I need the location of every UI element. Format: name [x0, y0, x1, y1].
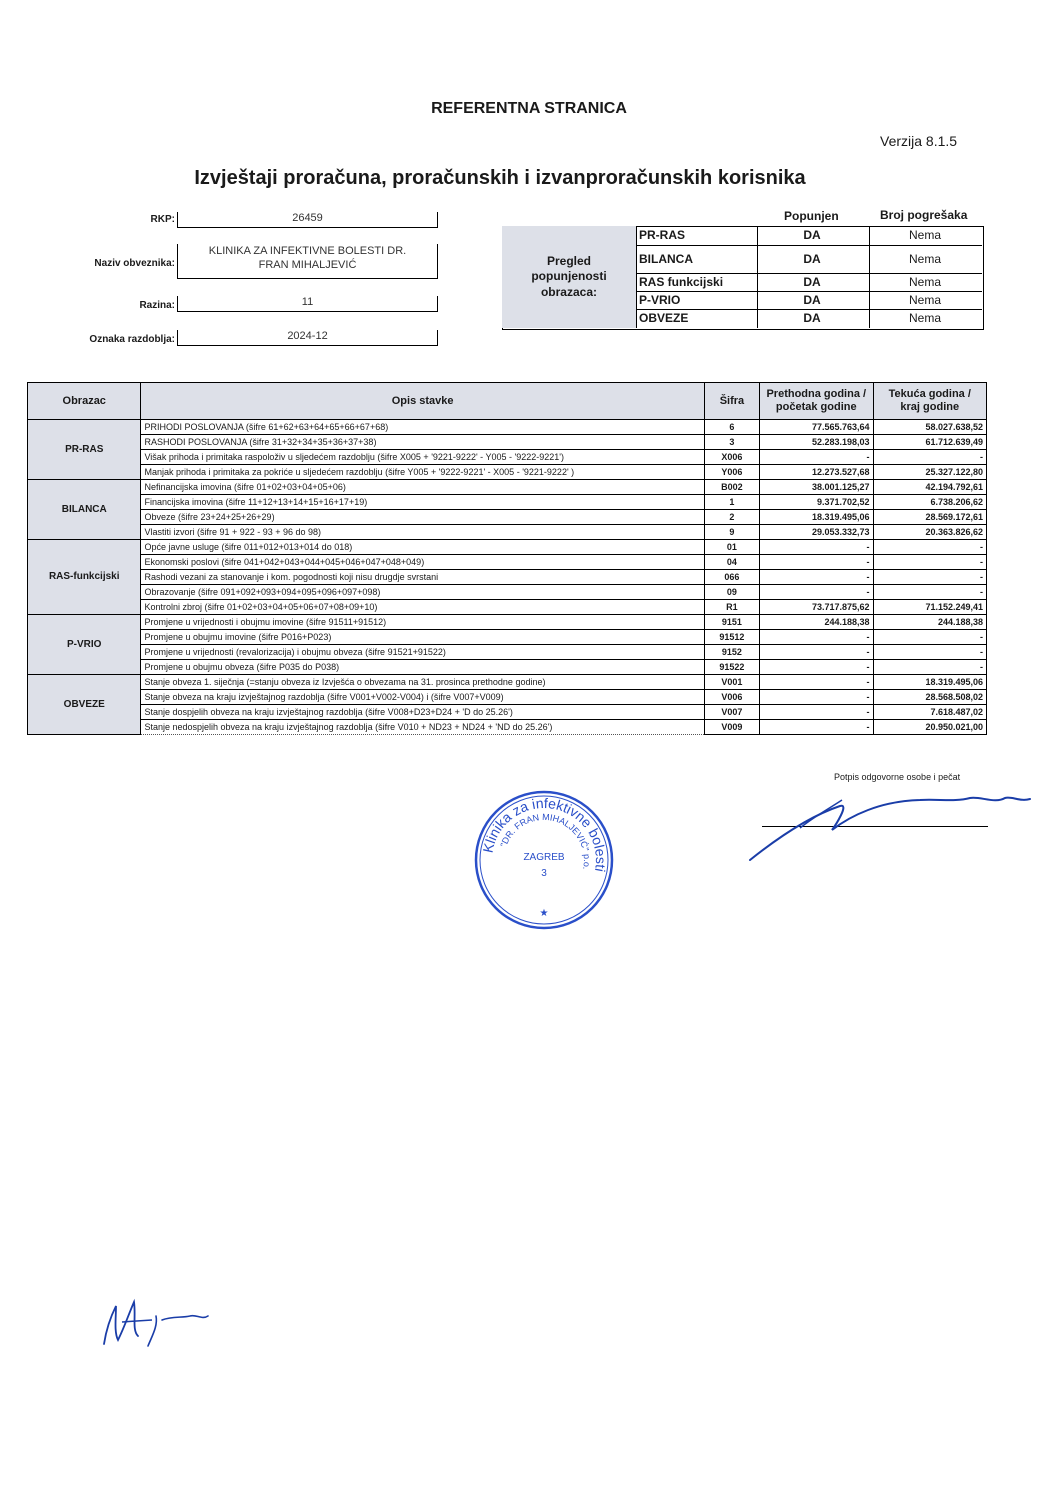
pregled-popunjen-value: DA [803, 228, 821, 242]
row-previous-value: 52.283.198,03 [760, 435, 873, 450]
group-name: OBVEZE [28, 675, 141, 735]
row-current-value: 58.027.638,52 [873, 420, 987, 435]
table-row [28, 555, 987, 570]
col-tekuca-line-2: kraj godine [900, 401, 960, 413]
col-prethodna-line-2: početak godine [775, 401, 857, 413]
table-row [28, 660, 987, 675]
row-current-value: 7.618.487,02 [873, 705, 987, 720]
row-description: Rashodi vezani za stanovanje i kom. pogodnosti koji nisu drugdje svrstani [141, 570, 704, 585]
table-header-row [28, 383, 987, 420]
row-code: V001 [704, 675, 759, 690]
pregled-label-line-1: Pregled [546, 253, 591, 268]
row-description: Promjene u vrijednosti (revalorizacija) i obujmu obveza (šifre 91521+91522) [141, 645, 704, 660]
row-current-value: 6.738.206,62 [873, 495, 987, 510]
broj-pogresaka-header: Broj pogrešaka [880, 208, 968, 222]
row-current-value: 28.568.508,02 [873, 690, 987, 705]
row-previous-value: 77.565.763,64 [760, 420, 873, 435]
table-row [28, 615, 987, 630]
row-code: 1 [704, 495, 759, 510]
row-description: Promjene u vrijednosti i obujmu imovine (šifre 91511+91512) [141, 615, 704, 630]
summary-table [27, 382, 987, 735]
pregled-broj-value: Nema [908, 293, 941, 307]
table-row [28, 690, 987, 705]
pregled-row [637, 274, 982, 292]
row-previous-value: 12.273.527,68 [760, 465, 873, 480]
row-previous-value: 38.001.125,27 [760, 480, 873, 495]
group-name: P-VRIO [28, 615, 141, 675]
row-previous-value: - [760, 585, 873, 600]
row-code: 09 [704, 585, 759, 600]
row-description: Vlastiti izvori (šifre 91 + 922 - 93 + 96 do 98) [141, 525, 704, 540]
table-row [28, 465, 987, 480]
signature-scribble [740, 786, 1040, 866]
row-description: Stanje obveza na kraju izvještajnog razdoblja (šifre V001+V002-V004) i (šifre V007+V009) [141, 690, 704, 705]
stamp-city: ZAGREB [523, 852, 565, 863]
col-sifra: Šifra [704, 383, 759, 420]
group-name: PR-RAS [28, 420, 141, 480]
col-opis: Opis stavke [141, 383, 704, 420]
row-previous-value: 9.371.702,52 [760, 495, 873, 510]
col-prethodna-line-1: Prethodna godina / [766, 388, 867, 400]
table-row [28, 435, 987, 450]
pregled-broj-value: Nema [908, 228, 941, 242]
row-current-value: 42.194.792,61 [873, 480, 987, 495]
row-description: PRIHODI POSLOVANJA (šifre 61+62+63+64+65+66+67+68) [141, 420, 704, 435]
table-row [28, 480, 987, 495]
row-code: 9151 [704, 615, 759, 630]
table-row [28, 540, 987, 555]
table-row [28, 450, 987, 465]
row-previous-value: 73.717.875,62 [760, 600, 873, 615]
row-code: X006 [704, 450, 759, 465]
report-title: Izvještaji proračuna, proračunskih i izvanproračunskih korisnika [194, 167, 806, 189]
row-current-value: - [873, 450, 987, 465]
group-name: BILANCA [28, 480, 141, 540]
row-previous-value: 244.188,38 [760, 615, 873, 630]
row-previous-value: - [760, 720, 873, 735]
col-tekuca-line-1: Tekuća godina / [888, 388, 971, 400]
table-row [28, 705, 987, 720]
col-obrazac: Obrazac [28, 383, 141, 420]
table-row [28, 645, 987, 660]
pregled-popunjen-value: DA [803, 275, 821, 289]
table-row [28, 630, 987, 645]
row-description: Promjene u obujmu imovine (šifre P016+P023) [141, 630, 704, 645]
version-label: Verzija 8.1.5 [880, 133, 958, 149]
pregled-popunjen-value: DA [803, 252, 821, 266]
row-current-value: - [873, 540, 987, 555]
stamp-text-outer: Klinika za infektivne bolesti [479, 794, 610, 874]
pregled-form-name: OBVEZE [639, 311, 689, 325]
naziv-line-1: KLINIKA ZA INFEKTIVNE BOLESTI DR. [208, 245, 407, 257]
row-description: Stanje obveza 1. siječnja (=stanju obveza iz Izvješća o obvezama na 31. prosinca prethodne godine) [141, 675, 704, 690]
popunjen-header: Popunjen [784, 209, 839, 223]
razina-field: 11 [177, 296, 438, 312]
row-previous-value: - [760, 570, 873, 585]
row-code: 04 [704, 555, 759, 570]
row-previous-value: - [760, 555, 873, 570]
row-previous-value: - [760, 705, 873, 720]
pregled-row [637, 310, 982, 327]
row-previous-value: - [760, 660, 873, 675]
table-row [28, 720, 987, 735]
row-previous-value: - [760, 450, 873, 465]
row-current-value: 18.319.495,06 [873, 675, 987, 690]
row-current-value: - [873, 660, 987, 675]
row-current-value: 28.569.172,61 [873, 510, 987, 525]
naziv-field [177, 244, 438, 279]
row-current-value: - [873, 585, 987, 600]
pregled-popunjen-value: DA [803, 293, 821, 307]
row-current-value: - [873, 630, 987, 645]
row-description: Obrazovanje (šifre 091+092+093+094+095+096+097+098) [141, 585, 704, 600]
row-description: Financijska imovina (šifre 11+12+13+14+15+16+17+19) [141, 495, 704, 510]
row-current-value: 20.363.826,62 [873, 525, 987, 540]
naziv-line-2: FRAN MIHALJEVIĆ [258, 259, 357, 271]
row-code: Y006 [704, 465, 759, 480]
table-row [28, 675, 987, 690]
row-description: Stanje nedospjelih obveza na kraju izvještajnog razdoblja (šifre V010 + ND23 + ND24 + 'ND do 25.26') [141, 720, 704, 735]
row-code: B002 [704, 480, 759, 495]
row-description: RASHODI POSLOVANJA (šifre 31+32+34+35+36+37+38) [141, 435, 704, 450]
row-previous-value: - [760, 690, 873, 705]
stamp-number: 3 [541, 868, 547, 879]
naziv-label: Naziv obveznika: [94, 258, 175, 269]
pregled-label [502, 226, 637, 328]
pregled-broj-value: Nema [908, 275, 941, 289]
row-description: Stanje dospjelih obveza na kraju izvještajnog razdoblja (šifre V008+D23+D24 + 'D do 25.26') [141, 705, 704, 720]
row-code: 91522 [704, 660, 759, 675]
row-previous-value: - [760, 675, 873, 690]
group-name: RAS-funkcijski [28, 540, 141, 615]
table-row [28, 510, 987, 525]
row-previous-value: - [760, 630, 873, 645]
table-row [28, 525, 987, 540]
rkp-field: 26459 [177, 212, 438, 228]
table-row [28, 495, 987, 510]
row-code: 6 [704, 420, 759, 435]
table-body [28, 420, 987, 735]
row-previous-value: - [760, 645, 873, 660]
pregled-label-line-2: popunjenosti [531, 269, 607, 284]
pregled-form-name: RAS funkcijski [639, 275, 724, 289]
table-row [28, 570, 987, 585]
stamp-text-inner: "DR. FRAN MIHALJEVIĆ" p.o. [498, 811, 593, 871]
pregled-row [637, 226, 982, 246]
reference-page-title: REFERENTNA STRANICA [431, 100, 627, 117]
row-code: 9 [704, 525, 759, 540]
pregled-form-name: PR-RAS [639, 228, 686, 242]
pregled-row [637, 292, 982, 310]
pregled-label-line-3: obrazaca: [540, 284, 597, 299]
row-code: 3 [704, 435, 759, 450]
row-code: V007 [704, 705, 759, 720]
row-current-value: 20.950.021,00 [873, 720, 987, 735]
row-description: Nefinancijska imovina (šifre 01+02+03+04+05+06) [141, 480, 704, 495]
row-code: 2 [704, 510, 759, 525]
row-current-value: 71.152.249,41 [873, 600, 987, 615]
row-code: 91512 [704, 630, 759, 645]
row-description: Višak prihoda i primitaka raspoloživ u sljedećem razdoblju (šifre X005 + '9221-9222' - Y005 - '9222-9221') [141, 450, 704, 465]
row-current-value: - [873, 555, 987, 570]
table-row [28, 420, 987, 435]
rkp-label: RKP: [150, 214, 175, 225]
handwritten-initials [92, 1296, 222, 1356]
pregled-row [637, 246, 982, 274]
pregled-popunjen-value: DA [803, 311, 821, 325]
row-code: V006 [704, 690, 759, 705]
pregled-broj-value: Nema [908, 252, 941, 266]
row-current-value: 61.712.639,49 [873, 435, 987, 450]
row-description: Kontrolni zbroj (šifre 01+02+03+04+05+06+07+08+09+10) [141, 600, 704, 615]
row-current-value: 244.188,38 [873, 615, 987, 630]
row-previous-value: 29.053.332,73 [760, 525, 873, 540]
row-description: Opće javne usluge (šifre 011+012+013+014 do 018) [141, 540, 704, 555]
razina-label: Razina: [139, 300, 175, 311]
row-description: Obveze (šifre 23+24+25+26+29) [141, 510, 704, 525]
row-code: R1 [704, 600, 759, 615]
oznaka-label: Oznaka razdoblja: [89, 334, 175, 345]
row-description: Ekonomski poslovi (šifre 041+042+043+044+045+046+047+048+049) [141, 555, 704, 570]
signature-label: Potpis odgovorne osobe i pečat [834, 772, 961, 782]
pregled-form-name: P-VRIO [639, 293, 681, 307]
col-tekuca [873, 383, 987, 420]
row-current-value: 25.327.122,80 [873, 465, 987, 480]
row-description: Manjak prihoda i primitaka za pokriće u sljedećem razdoblju (šifre Y005 + '9222-9221' - X005 - '9221-9222' ) [141, 465, 704, 480]
table-row [28, 585, 987, 600]
official-stamp [472, 788, 616, 932]
row-current-value: - [873, 645, 987, 660]
row-description: Promjene u obujmu obveza (šifre P035 do P038) [141, 660, 704, 675]
col-prethodna [760, 383, 873, 420]
row-code: V009 [704, 720, 759, 735]
oznaka-field: 2024-12 [177, 330, 438, 346]
pregled-broj-value: Nema [908, 311, 941, 325]
row-current-value: - [873, 570, 987, 585]
row-previous-value: 18.319.495,06 [760, 510, 873, 525]
pregled-form-name: BILANCA [639, 252, 693, 266]
table-row [28, 600, 987, 615]
stamp-star-icon: ★ [539, 908, 549, 919]
row-code: 066 [704, 570, 759, 585]
row-code: 9152 [704, 645, 759, 660]
row-previous-value: - [760, 540, 873, 555]
row-code: 01 [704, 540, 759, 555]
